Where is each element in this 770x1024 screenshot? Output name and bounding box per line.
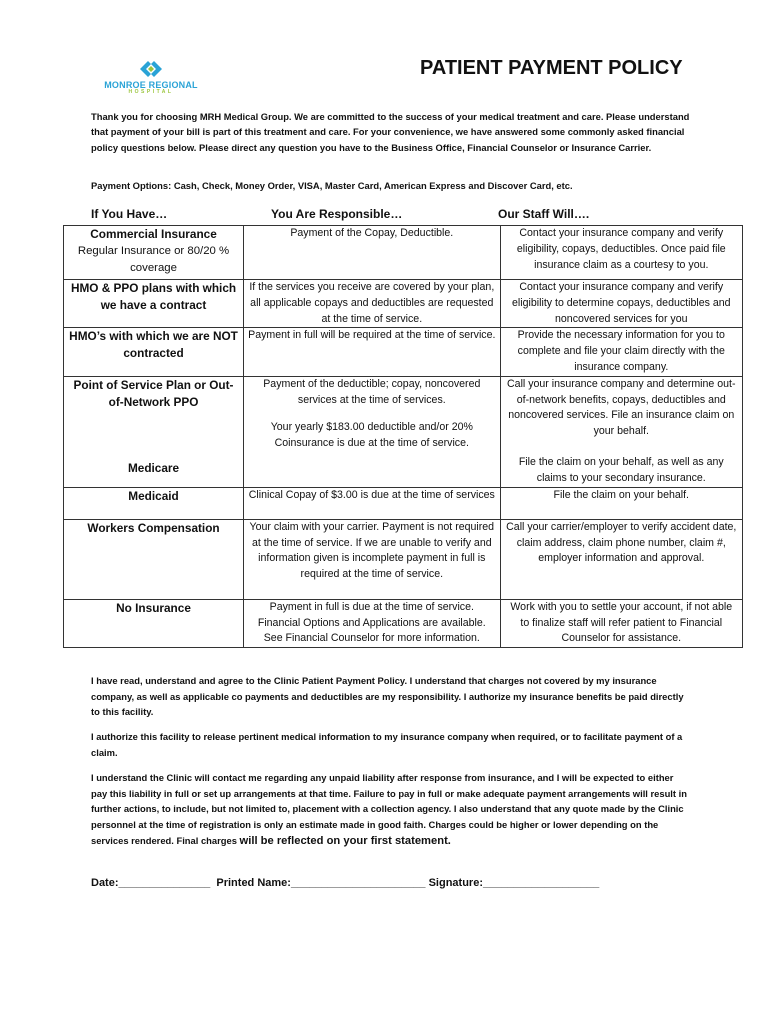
table-cell: Contact your insurance company and verify eligibility, copays, deductibles. Once paid file insurance claim as a courtesy to you. xyxy=(500,226,742,280)
table-cell xyxy=(64,519,244,599)
table-cell xyxy=(64,328,244,376)
payment-options-text: Payment Options: Cash, Check, Money Order, VISA, Master Card, American Express and Discover Card, etc. xyxy=(91,180,573,191)
insurance-type-label: HMO’s with which we are NOT contracted xyxy=(69,329,238,361)
table-cell xyxy=(64,280,244,328)
responsibility-text: Your yearly $183.00 deductible and/or 20% Coinsurance is due at the time of service. xyxy=(270,421,473,450)
table-cell xyxy=(244,376,501,487)
table-cell: Payment in full is due at the time of service. Financial Options and Applications are available. See Financial Counselor for more information. xyxy=(244,599,501,647)
table-row xyxy=(64,599,743,647)
payment-policy-table xyxy=(63,225,743,648)
table-row xyxy=(64,280,743,328)
hospital-logo xyxy=(96,58,206,98)
table-cell: Payment in full will be required at the time of service. xyxy=(244,328,501,376)
table-cell xyxy=(64,487,244,519)
liability-text-tail: will be reflected on your first statement. xyxy=(239,834,451,847)
column-header-you-are-responsible: You Are Responsible… xyxy=(271,207,403,221)
table-cell xyxy=(64,376,244,487)
insurance-type-label: No Insurance xyxy=(116,600,191,615)
insurance-type-label: HMO & PPO plans with which we have a contract xyxy=(70,281,237,312)
table-row xyxy=(64,519,743,599)
table-row xyxy=(64,226,743,280)
page-title: PATIENT PAYMENT POLICY xyxy=(420,57,683,79)
logo-name: MONROE REGIONAL xyxy=(104,80,198,90)
table-row xyxy=(64,487,743,519)
logo-subtitle: HOSPITAL xyxy=(128,89,174,95)
signature-line: Date:_______________ Printed Name:______________________ Signature:___________________ xyxy=(91,877,600,889)
staff-action-text: File the claim on your behalf, as well as any claims to your secondary insurance. xyxy=(518,455,724,484)
liability-text: I understand the Clinic will contact me regarding any unpaid liability after response from insurance, and I will be expected to either pay this liability in full or set up arrangements at that time. Failure to pay in full or make adequate payment arrangements will result in further actions, to include, but not limited to, placement with a collection agency. I also understand that any quote made by the Clinic personnel at the time of registration is only an estimate made in good faith. Charges could be higher or lower depending on the services rendered. Final charges xyxy=(91,772,687,846)
table-cell: Clinical Copay of $3.00 is due at the time of services xyxy=(244,487,501,519)
insurance-type-label: Medicaid xyxy=(128,488,179,503)
responsibility-text: Payment of the deductible; copay, noncovered services at the time of services. xyxy=(263,377,481,406)
table-cell: Payment of the Copay, Deductible. xyxy=(244,226,501,280)
insurance-type-label: Commercial Insurance xyxy=(90,227,217,241)
insurance-type-label: Point of Service Plan or Out-of-Network PPO xyxy=(73,377,234,409)
column-header-if-you-have: If You Have… xyxy=(91,207,168,221)
table-row xyxy=(64,328,743,376)
insurance-type-label: Medicare xyxy=(127,460,180,475)
logo-mark-icon xyxy=(96,58,206,80)
table-cell: If the services you receive are covered by your plan, all applicable copays and deductibles are requested at the time of service. xyxy=(244,280,501,328)
table-cell: Call your carrier/employer to verify accident date, claim address, claim phone number, claim #, employer information and approval. xyxy=(500,519,742,599)
insurance-type-label: Workers Compensation xyxy=(87,520,220,535)
table-cell xyxy=(64,226,244,280)
table-cell: Contact your insurance company and verify eligibility to determine copays, deductibles and noncovered services for you xyxy=(500,280,742,328)
table-cell xyxy=(64,599,244,647)
table-cell: Your claim with your carrier. Payment is not required at the time of service. If we are unable to verify and information given is incomplete payment in full is required at the time of service. xyxy=(244,519,501,599)
table-cell xyxy=(500,376,742,487)
authorization-paragraph: I authorize this facility to release pertinent medical information to my insurance company when required, or to facilitate payment of a claim. xyxy=(91,731,683,758)
table-row xyxy=(64,376,743,487)
table-cell: File the claim on your behalf. xyxy=(500,487,742,519)
staff-action-text: Call your insurance company and determine out-of-network benefits, copays, deductibles and noncovered services. File an insurance claim on your behalf. xyxy=(507,377,736,438)
insurance-type-detail: Regular Insurance or 80/20 % coverage xyxy=(77,245,230,274)
intro-text: Thank you for choosing MRH Medical Group. We are committed to the success of your medical treatment and care. Please understand that payment of your bill is part of this treatment and care. For your convenience, we have answered some commonly asked financial policy questions below. Please direct any question you have to the Business Office, Financial Counselor or Insurance Carrier. xyxy=(91,111,690,153)
agreement-paragraph: I have read, understand and agree to the Clinic Patient Payment Policy. I understand that charges not covered by my insurance company, as well as applicable co payments and deductibles are my responsibility. I authorize my insurance benefits be paid directly to this facility. xyxy=(91,675,684,718)
column-header-our-staff-will: Our Staff Will…. xyxy=(498,207,590,221)
table-cell: Work with you to settle your account, if not able to finalize staff will refer patient to Financial Counselor for assistance. xyxy=(500,599,742,647)
liability-paragraph xyxy=(91,770,691,850)
table-cell: Provide the necessary information for you to complete and file your claim directly with the insurance company. xyxy=(500,328,742,376)
